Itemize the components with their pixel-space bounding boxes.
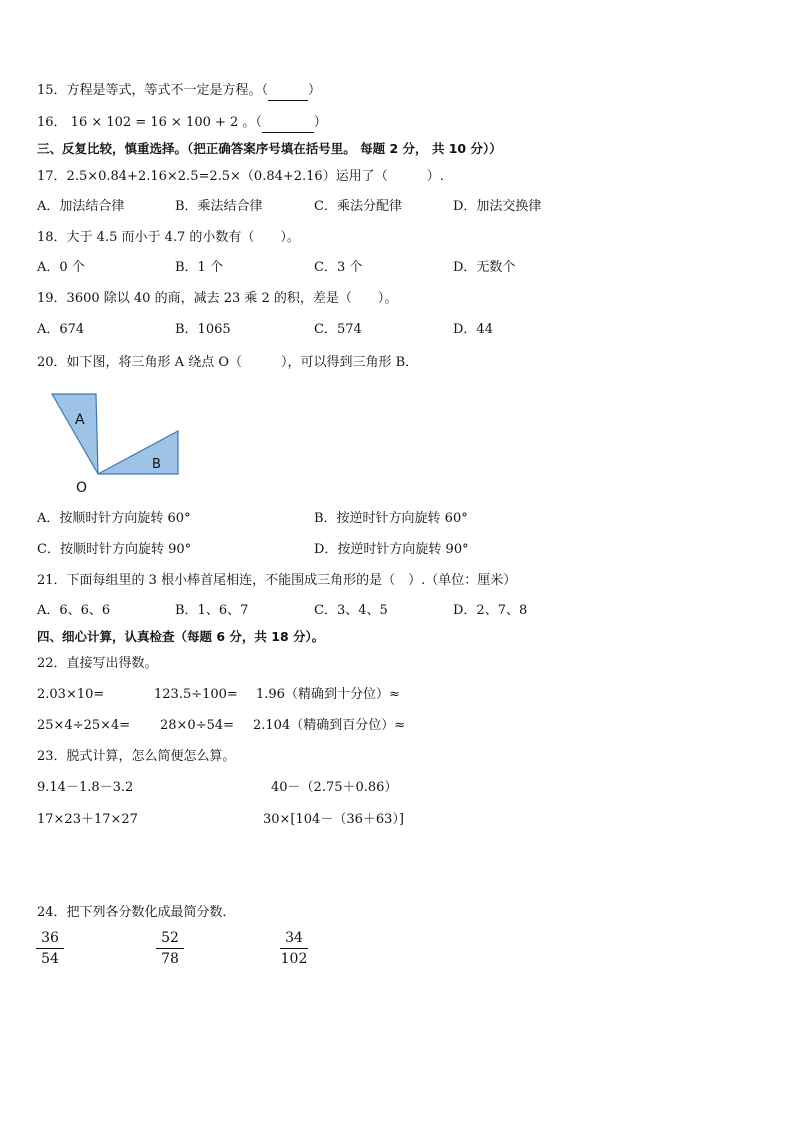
question-16-close: ） xyxy=(313,115,327,130)
q21-option-d[interactable]: D．2、7、8 xyxy=(453,603,528,618)
q17-option-b[interactable]: B．乘法结合律 xyxy=(175,199,263,214)
rotation-figure xyxy=(40,388,190,498)
q20-option-b[interactable]: B．按逆时针方向旋转 60° xyxy=(314,511,468,526)
q22-item-6: 2.104（精确到百分位）≈ xyxy=(253,718,406,733)
q23-item-4: 30×[104－（36＋63）] xyxy=(263,812,404,827)
q22-item-5: 28×0÷54= xyxy=(160,718,235,733)
label-a: A xyxy=(75,412,85,428)
answer-blank-15[interactable] xyxy=(268,82,308,101)
q19-option-a[interactable]: A．674 xyxy=(37,322,85,337)
question-23: 23．脱式计算，怎么简便怎么算。 xyxy=(37,749,236,764)
q23-item-2: 40－（2.75＋0.86） xyxy=(271,780,398,795)
q22-item-4: 25×4÷25×4= xyxy=(37,718,131,733)
triangle-a xyxy=(52,394,98,474)
fraction-2-denominator: 78 xyxy=(161,951,179,967)
question-21: 21．下面每组里的 3 根小棒首尾相连，不能围成三角形的是（ ）.（单位：厘米） xyxy=(37,573,517,588)
q21-option-c[interactable]: C．3、4、5 xyxy=(314,603,388,618)
q18-option-c[interactable]: C．3 个 xyxy=(314,260,363,275)
fraction-1-denominator: 54 xyxy=(41,951,59,967)
q20-option-d[interactable]: D．按逆时针方向旋转 90° xyxy=(314,542,469,557)
q18-option-a[interactable]: A．0 个 xyxy=(37,260,85,275)
fraction-2-bar xyxy=(156,948,184,949)
q20-option-c[interactable]: C．按顺时针方向旋转 90° xyxy=(37,542,192,557)
q20-option-a[interactable]: A．按顺时针方向旋转 60° xyxy=(37,511,191,526)
q19-option-d[interactable]: D．44 xyxy=(453,322,493,337)
fraction-1-bar xyxy=(36,948,64,949)
q21-option-a[interactable]: A．6、6、6 xyxy=(37,603,111,618)
q17-option-d[interactable]: D．加法交换律 xyxy=(453,199,542,214)
question-22: 22．直接写出得数。 xyxy=(37,656,158,671)
section-3-heading: 三、反复比较，慎重选择。（把正确答案序号填在括号里。 每题 2 分， 共 10 分）） xyxy=(37,141,502,156)
fraction-3-bar xyxy=(280,948,308,949)
q23-item-3: 17×23＋17×27 xyxy=(37,812,138,827)
q22-item-3: 1.96（精确到十分位）≈ xyxy=(256,687,400,702)
q19-option-c[interactable]: C．574 xyxy=(314,322,362,337)
label-o: O xyxy=(76,480,88,496)
question-20: 20．如下图，将三角形 A 绕点 O（ ），可以得到三角形 B． xyxy=(37,355,419,370)
fraction-1-numerator: 36 xyxy=(41,930,59,946)
question-24: 24．把下列各分数化成最简分数． xyxy=(37,905,236,920)
question-15-close: ） xyxy=(308,83,322,98)
q17-option-c[interactable]: C．乘法分配律 xyxy=(314,199,402,214)
fraction-3-denominator: 102 xyxy=(280,951,308,967)
q22-item-1: 2.03×10= xyxy=(37,687,105,702)
fraction-2-numerator: 52 xyxy=(161,930,179,946)
triangle-b xyxy=(98,431,178,474)
question-18: 18．大于 4.5 而小于 4.7 的小数有（ ）。 xyxy=(37,230,300,245)
fraction-3-numerator: 34 xyxy=(285,930,303,946)
q17-option-a[interactable]: A．加法结合律 xyxy=(37,199,125,214)
fraction-2 xyxy=(156,929,184,968)
answer-blank-16[interactable] xyxy=(262,114,314,133)
label-b: B xyxy=(152,457,161,472)
q18-option-d[interactable]: D．无数个 xyxy=(453,260,516,275)
question-16 xyxy=(37,114,327,133)
fraction-1 xyxy=(36,929,64,968)
question-15 xyxy=(37,82,321,101)
question-17: 17．2.5×0.84+2.16×2.5=2.5×（0.84+2.16）运用了（ ）. xyxy=(37,169,444,184)
q18-option-b[interactable]: B．1 个 xyxy=(175,260,223,275)
question-15-text: 15．方程是等式，等式不一定是方程。（ xyxy=(37,83,269,98)
q21-option-b[interactable]: B．1、6、7 xyxy=(175,603,249,618)
q22-item-2: 123.5÷100= xyxy=(154,687,238,702)
fraction-3 xyxy=(280,929,308,968)
q23-item-1: 9.14－1.8－3.2 xyxy=(37,780,134,795)
question-19: 19．3600 除以 40 的商，减去 23 乘 2 的积，差是（ ）。 xyxy=(37,291,398,306)
section-4-heading: 四、细心计算，认真检查（每题 6 分，共 18 分）。 xyxy=(37,629,325,644)
question-16-text: 16． 16 × 102 = 16 × 100 + 2 。（ xyxy=(37,115,262,130)
q19-option-b[interactable]: B．1065 xyxy=(175,322,231,337)
